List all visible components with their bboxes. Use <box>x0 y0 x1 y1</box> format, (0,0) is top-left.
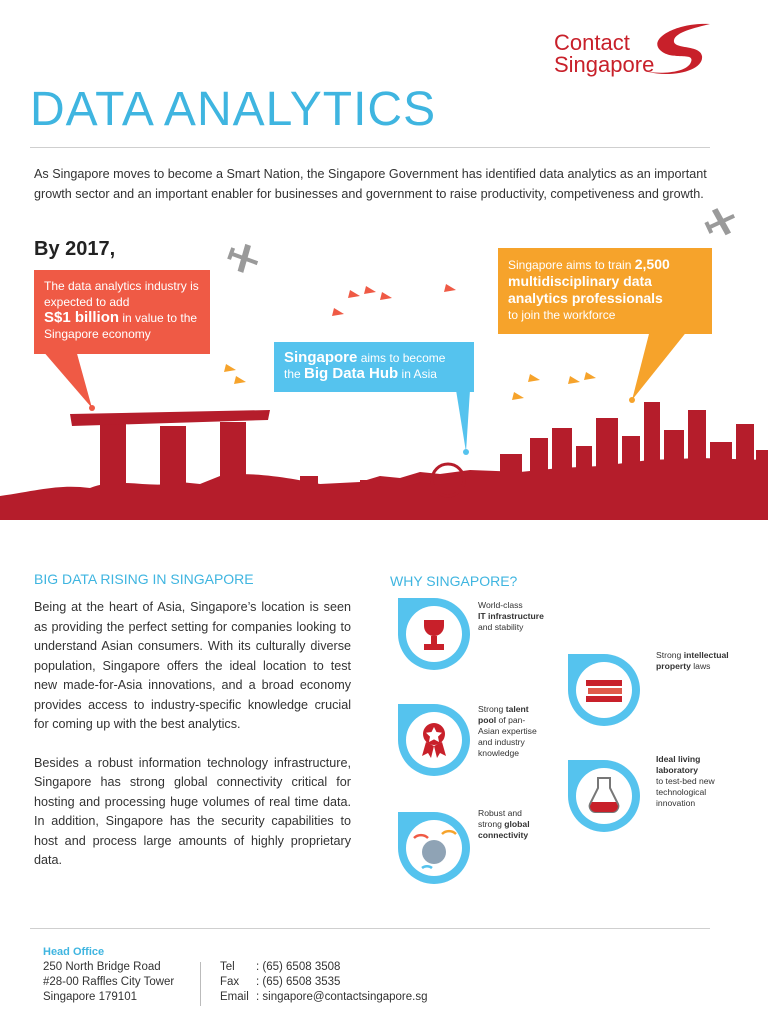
why-item-ip-laws <box>656 650 736 672</box>
globe-wifi-icon <box>394 808 474 888</box>
why-text: Robust and strong <box>478 808 522 829</box>
callout-text: in value to the Singapore economy <box>44 311 198 341</box>
callout-train-professionals <box>498 248 712 334</box>
intro-text: As Singapore moves to become a Smart Nation, the Singapore Government has identified data analytics as an important growth sector and an important enabler for businesses and government to raise productivity, competiveness and growth. <box>34 167 707 201</box>
callout-text: to join the workforce <box>508 308 616 322</box>
callout-text: aims to become the <box>284 351 446 381</box>
lab-flask-icon <box>564 756 644 836</box>
callout-highlight: S$1 billion <box>44 309 120 326</box>
contact-value: : (65) 6508 3508 <box>256 961 341 973</box>
footer-divider <box>200 962 201 1006</box>
award-ribbon-icon <box>394 700 474 780</box>
callout-highlight: Big Data Hub <box>304 365 399 382</box>
big-data-body <box>34 598 351 890</box>
contact-label: Fax <box>220 976 240 988</box>
contact-email[interactable] <box>220 991 428 1003</box>
contact-label: Tel <box>220 961 235 973</box>
callout-industry-value <box>34 270 210 354</box>
address-line: 250 North Bridge Road <box>43 961 161 973</box>
address-line: #28-00 Raffles City Tower <box>43 976 175 988</box>
why-highlight: IT infrastructure <box>478 611 544 621</box>
why-highlight: intellectual property <box>656 650 729 671</box>
why-item-living-lab <box>656 754 736 809</box>
page-title: DATA ANALYTICS <box>30 83 437 136</box>
callout-pointers <box>0 0 768 470</box>
address-line: Singapore 179101 <box>43 991 137 1003</box>
contact-value: : (65) 6508 3535 <box>256 976 341 988</box>
divider <box>30 928 710 929</box>
why-item-talent-pool <box>478 704 546 759</box>
why-highlight: global connectivity <box>478 819 530 840</box>
why-highlight: Ideal living laboratory <box>656 754 701 775</box>
why-text: Strong <box>478 704 504 714</box>
callout-text: Singapore aims to train <box>508 258 632 272</box>
callout-highlight: 2,500 multidisciplinary data analytics professionals <box>508 256 670 306</box>
why-text: to test-bed new technological innovation <box>656 776 715 808</box>
why-highlight: talent pool <box>478 704 529 725</box>
by-year-heading: By 2017, <box>34 238 116 260</box>
why-text: laws <box>693 661 711 671</box>
why-text: and stability <box>478 622 524 632</box>
brand-line2: Singapore <box>554 52 655 77</box>
section-heading-why-singapore: WHY SINGAPORE? <box>390 573 518 589</box>
email-link[interactable]: : singapore@contactsingapore.sg <box>256 991 428 1003</box>
contact-fax <box>220 976 340 988</box>
why-item-infrastructure <box>478 600 558 633</box>
paragraph: Besides a robust information technology infrastructure, Singapore has strong global connectivity critical for hosting and processing huge volumes of real time data. In addition, Singapore has the security capabilities to host and process large amounts of highly proprietary data. <box>34 755 351 867</box>
why-text: World-class <box>478 600 523 610</box>
callout-big-data-hub <box>274 342 474 392</box>
brand-line1: Contact <box>554 30 630 55</box>
contact-label: Email <box>220 991 249 1003</box>
trophy-icon <box>394 594 474 674</box>
why-text: Strong <box>656 650 682 660</box>
callout-text: The data analytics industry is expected to add <box>44 279 199 309</box>
paragraph: Being at the heart of Asia, Singapore’s location is seen as providing the perfect setting for companies looking to understand Asian consumers. With its culturally diverse population, Singapore offers the ideal location to test new made-for-Asia innovations, and a broad economy provides access to industry-specific knowledge crucial for coming up with the best analytics. <box>34 600 351 731</box>
why-text: of pan-Asian expertise and industry knowledge <box>478 715 537 758</box>
contact-tel <box>220 961 340 973</box>
books-icon <box>564 650 644 730</box>
callout-text: in Asia <box>401 367 437 381</box>
callout-highlight: Singapore <box>284 349 358 366</box>
footer-heading: Head Office <box>43 946 105 958</box>
why-item-connectivity <box>478 808 546 841</box>
section-heading-big-data: BIG DATA RISING IN SINGAPORE <box>34 571 254 587</box>
